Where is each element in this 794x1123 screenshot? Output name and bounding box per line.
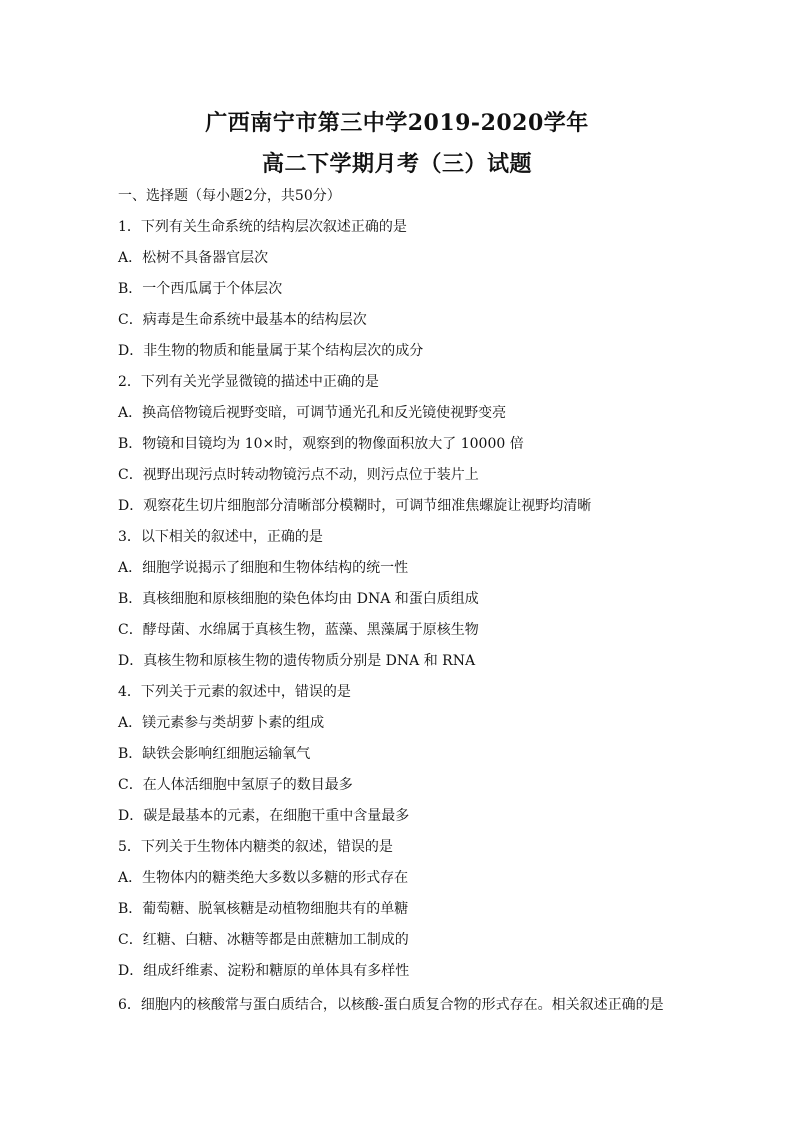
option-line: C．在人体活细胞中氢原子的数目最多 [118, 777, 353, 793]
option-line: D．观察花生切片细胞部分清晰部分模糊时，可调节细准焦螺旋让视野均清晰 [118, 498, 592, 514]
option-line: B．一个西瓜属于个体层次 [118, 281, 283, 297]
option-line: B．葡萄糖、脱氧核糖是动植物细胞共有的单糖 [118, 901, 409, 917]
option-line: A．松树不具备器官层次 [118, 250, 269, 266]
option-line: D．非生物的物质和能量属于某个结构层次的成分 [118, 343, 424, 359]
section-heading: 一、选择题（每小题2分，共50分） [118, 188, 341, 204]
option-line: B．真核细胞和原核细胞的染色体均由 DNA 和蛋白质组成 [118, 591, 479, 607]
option-line: C．红糖、白糖、冰糖等都是由蔗糖加工制成的 [118, 932, 409, 948]
question-line: 4．下列关于元素的叙述中，错误的是 [118, 684, 351, 700]
option-line: A．镁元素参与类胡萝卜素的组成 [118, 715, 325, 731]
option-line: A．生物体内的糖类绝大多数以多糖的形式存在 [118, 870, 409, 886]
option-line: B．缺铁会影响红细胞运输氧气 [118, 746, 311, 762]
question-line: 1．下列有关生命系统的结构层次叙述正确的是 [118, 219, 407, 235]
question-line: 5．下列关于生物体内糖类的叙述，错误的是 [118, 839, 393, 855]
option-line: A．换高倍物镜后视野变暗，可调节通光孔和反光镜使视野变亮 [118, 405, 507, 421]
option-line: D．真核生物和原核生物的遗传物质分别是 DNA 和 RNA [118, 653, 476, 669]
option-line: C．病毒是生命系统中最基本的结构层次 [118, 312, 367, 328]
option-line: B．物镜和目镜均为 10×时，观察到的物像面积放大了 10000 倍 [118, 436, 524, 452]
document-title-line1: 广西南宁市第三中学2019-2020学年 [205, 110, 589, 136]
option-line: C．视野出现污点时转动物镜污点不动，则污点位于装片上 [118, 467, 479, 483]
question-line: 6．细胞内的核酸常与蛋白质结合，以核酸-蛋白质复合物的形式存在。相关叙述正确的是 [118, 997, 664, 1013]
question-line: 3．以下相关的叙述中，正确的是 [118, 529, 323, 545]
option-line: C．酵母菌、水绵属于真核生物，蓝藻、黑藻属于原核生物 [118, 622, 479, 638]
option-line: D．碳是最基本的元素，在细胞干重中含量最多 [118, 808, 410, 824]
question-line: 2．下列有关光学显微镜的描述中正确的是 [118, 374, 379, 390]
document-title-line2: 高二下学期月考（三）试题 [261, 151, 532, 177]
option-line: A．细胞学说揭示了细胞和生物体结构的统一性 [118, 560, 409, 576]
option-line: D．组成纤维素、淀粉和糖原的单体具有多样性 [118, 963, 410, 979]
